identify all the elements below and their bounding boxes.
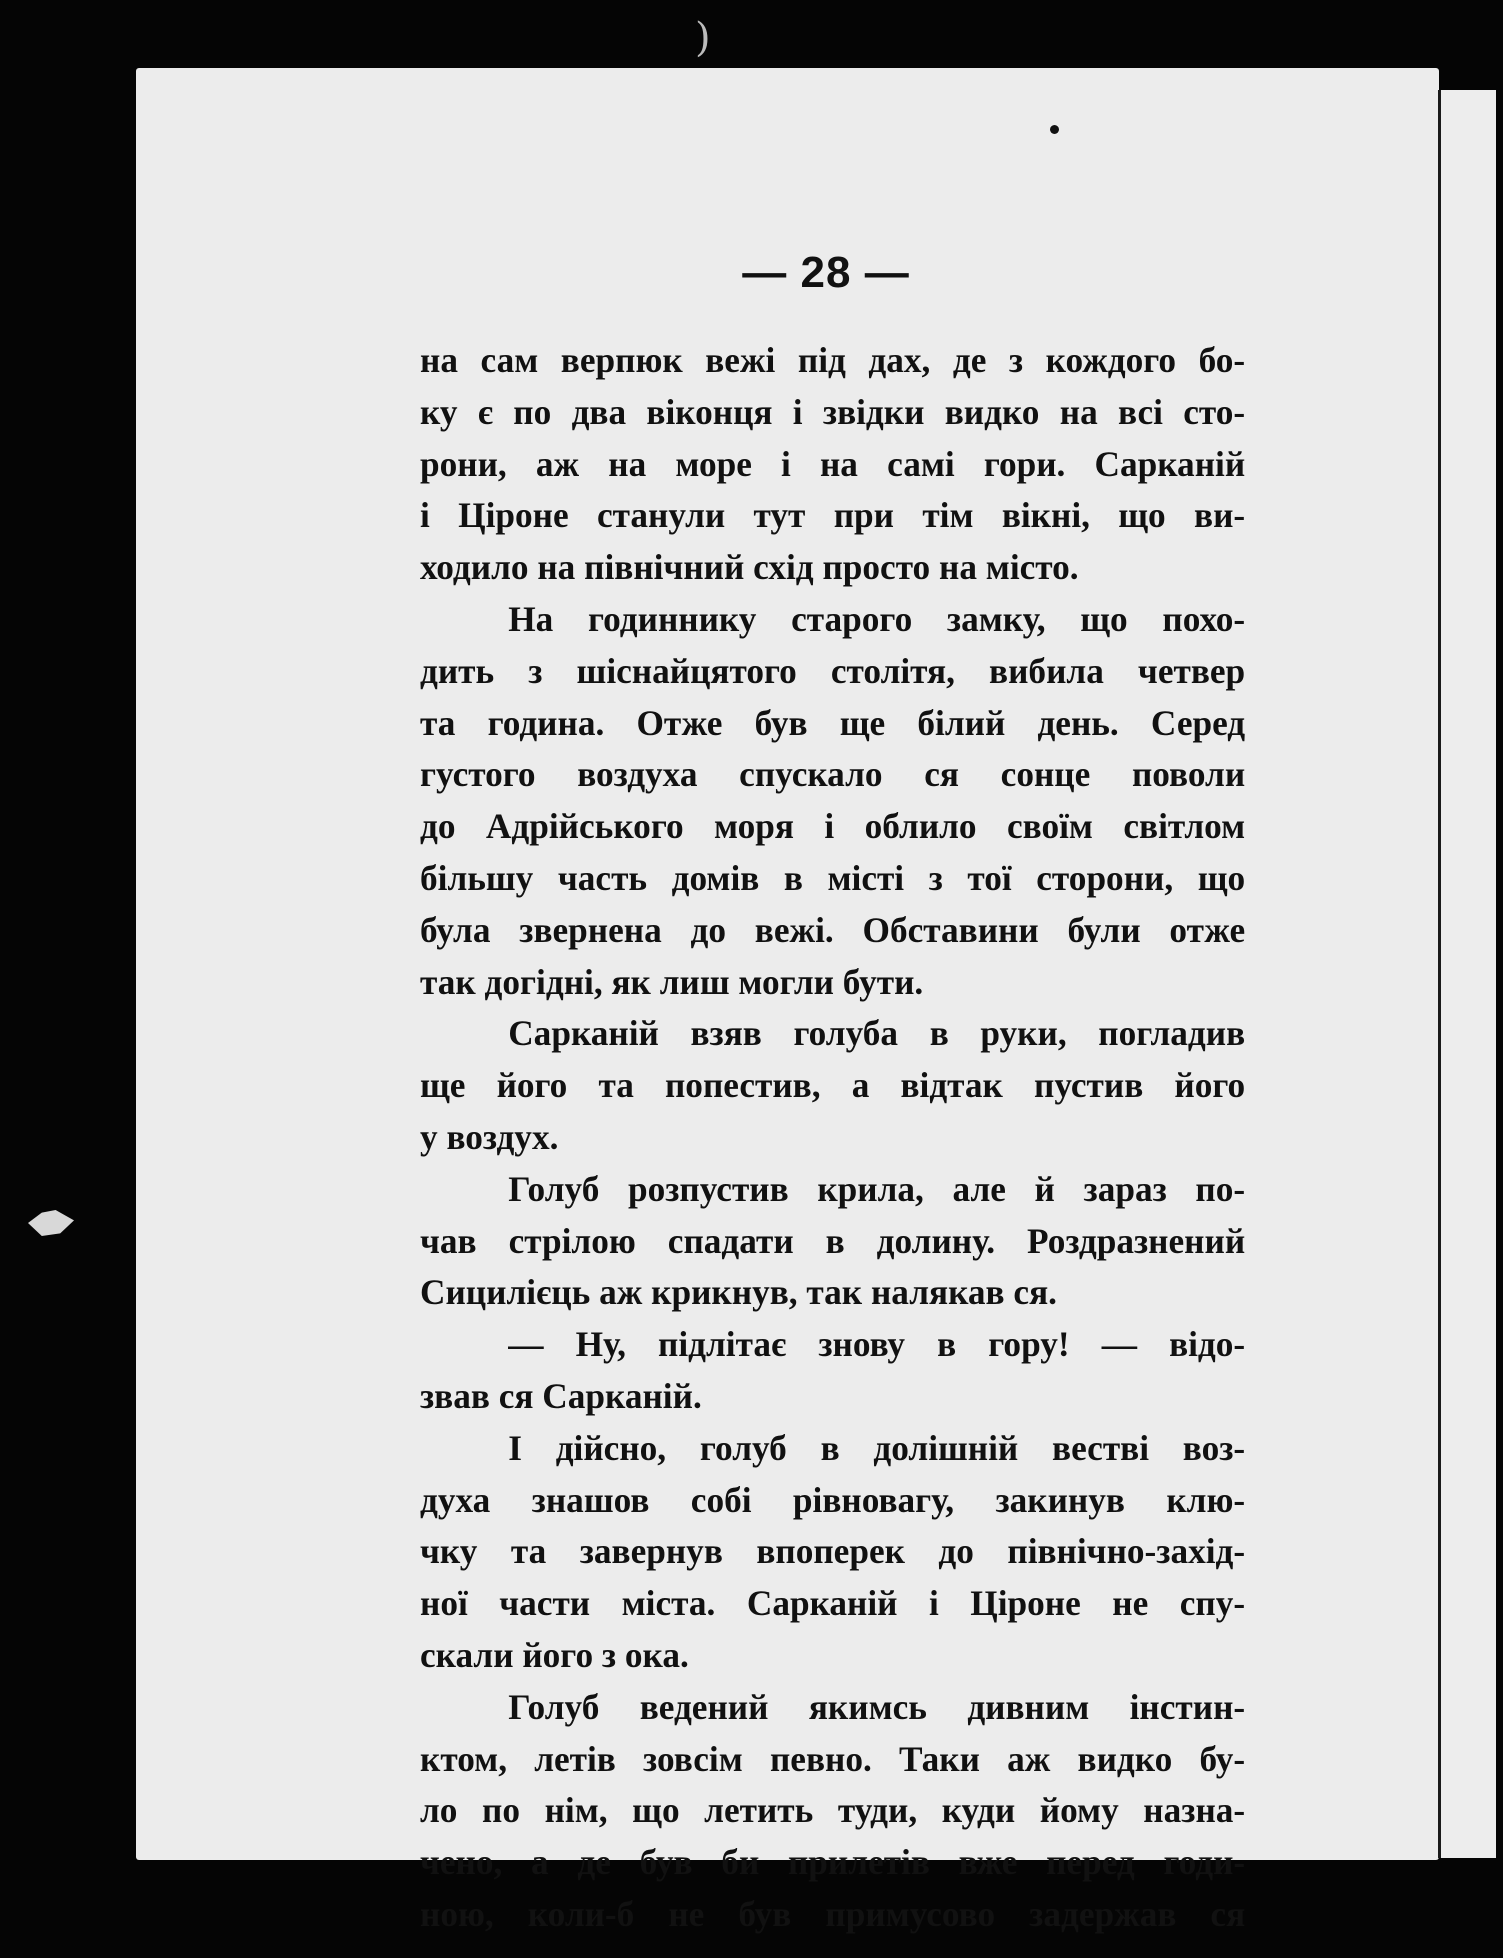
page-number: — 28 — xyxy=(742,248,910,297)
text-line: ще його та попестив, а відтак пустив його xyxy=(420,1065,1246,1106)
text-line: І дійсно, голуб в долішній вестві воз- xyxy=(508,1427,1246,1468)
text-line: Сарканій взяв голуба в руки, погладив xyxy=(508,1013,1246,1054)
text-line: ло по нім, що летить туди, куди йому назна- xyxy=(420,1790,1246,1831)
text-line: ходило на північний схід просто на місто. xyxy=(420,547,1079,588)
text-line: до Адрійського моря і облило своїм світлом xyxy=(420,806,1246,847)
text-line: чено, а де був би прилетів вже перед годи- xyxy=(420,1842,1246,1883)
text-line: звав ся Сарканій. xyxy=(420,1375,702,1416)
text-line: та година. Отже був ще білий день. Серед xyxy=(420,702,1246,743)
body-text xyxy=(420,335,1262,1941)
page-gutter xyxy=(1438,90,1441,1858)
text-line: ку є по два віконця і звідки видко на всі сто- xyxy=(420,391,1246,432)
text-line: скали його з ока. xyxy=(420,1634,689,1675)
text-line: духа знашов собі рівновагу, закинув клю- xyxy=(420,1479,1246,1520)
text-line: на сам верпюк вежі під дах, де з кождого бо- xyxy=(420,340,1246,380)
text-line: дить з шіснайцятого столітя, вибила четвер xyxy=(420,650,1246,691)
text-line: рони, аж на море і на самі гори. Сарканій xyxy=(420,443,1246,484)
text-line: ною, коли-б не був примусово задержав ся xyxy=(420,1893,1246,1934)
text-line: ктом, летів зовсім певно. Таки аж видко бу- xyxy=(420,1738,1246,1779)
text-line: і Ціроне станули тут при тім вікні, що ви- xyxy=(420,495,1246,536)
text-line: густого воздуха спускало ся сонце поволи xyxy=(420,754,1246,795)
text-line: Голуб розпустив крила, але й зараз по- xyxy=(508,1168,1246,1209)
facing-page-edge xyxy=(1436,90,1496,1858)
text-line: На годиннику старого замку, що похо- xyxy=(508,598,1246,639)
text-line: більшу часть домів в місті з тої сторони, що xyxy=(420,857,1246,898)
text-line: — Ну, підлітає знову в гору! — відо- xyxy=(508,1324,1246,1365)
text-line: чку та завернув впоперек до північно-захід- xyxy=(420,1531,1246,1572)
text-line: Сицилієць аж крикнув, так налякав ся. xyxy=(420,1272,1057,1313)
text-line: була звернена до вежі. Обставини були отже xyxy=(420,909,1246,950)
text-line: чав стрілою спадати в долину. Роздразнений xyxy=(420,1220,1246,1261)
ink-dot xyxy=(1050,125,1059,134)
text-line: так догідні, як лиш могли бути. xyxy=(420,961,924,1002)
scan-artifact xyxy=(28,1210,74,1236)
text-line: Голуб ведений якимсь дивним інстин- xyxy=(508,1686,1246,1727)
text-line: у воздух. xyxy=(420,1116,559,1157)
scan-mark: ) xyxy=(695,15,711,61)
text-line: ної части міста. Сарканій і Ціроне не спу- xyxy=(420,1583,1246,1624)
